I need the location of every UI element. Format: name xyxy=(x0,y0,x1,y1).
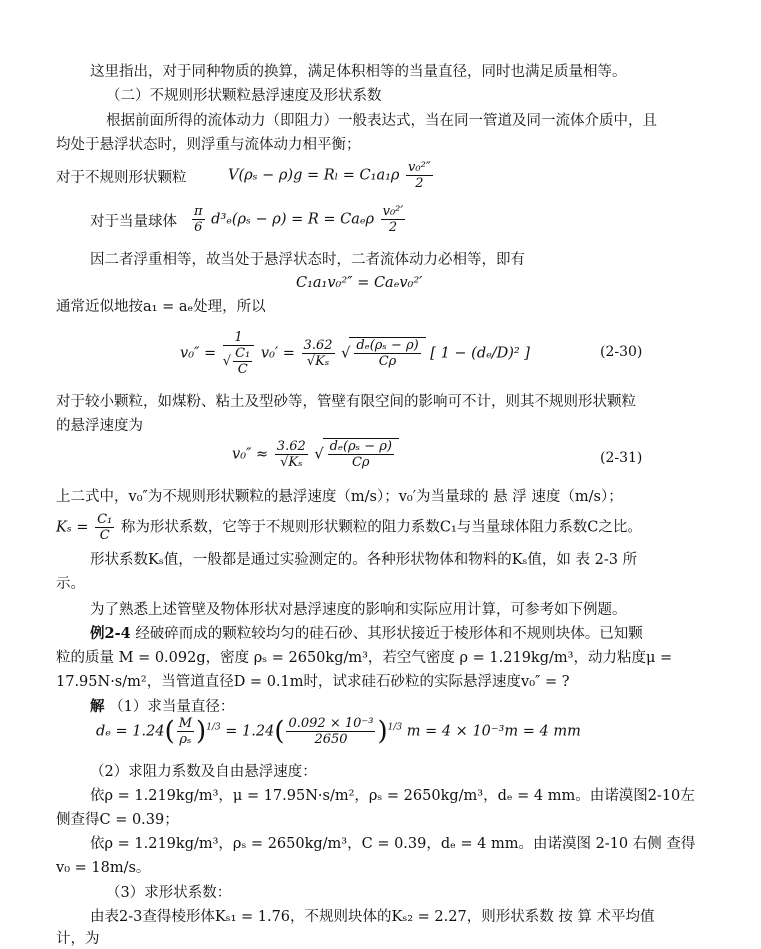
text-line: 依ρ = 1.219kg/m³，μ = 17.95N·s/m²，ρₛ = 2650kg/m³，dₑ = 4 mm。由诺漠图2-10左 xyxy=(90,788,695,804)
text-line xyxy=(90,697,234,717)
paren: ( xyxy=(274,716,285,747)
fraction-denominator: √Kₛ xyxy=(280,455,303,470)
sqrt-sign: √ xyxy=(314,446,324,463)
text-line: 根据前面所得的流体动力（即阻力）一般表达式，当在同一管道及同一流体介质中，且 xyxy=(106,113,657,129)
text-line: 17.95N·s/m²，当管道直径D = 0.1m时，试求硅石砂粒的实际悬浮速度v₀″ = ? xyxy=(56,674,570,690)
fraction-numerator: v₀²″ xyxy=(408,160,431,175)
fraction-numerator: v₀²′ xyxy=(382,204,404,219)
text-line: 的悬浮速度为 xyxy=(56,418,143,434)
equation-part: V(ρₛ − ρ)g = Rₗ = C₁a₁ρ xyxy=(228,167,400,184)
text-line: 依ρ = 1.219kg/m³，ρₛ = 2650kg/m³，C = 0.39，dₑ = 4 mm。由诺漠图 2-10 右侧 查得 xyxy=(90,836,696,852)
text-line: 均处于悬浮状态时，则浮重与流体动力相平衡； xyxy=(56,137,361,153)
text-line: 对于不规则形状颗粒 xyxy=(56,170,187,186)
text-line: 通常近似地按a₁ = aₑ处理，所以 xyxy=(56,299,266,315)
section-heading: （二）不规则形状颗粒悬浮速度及形状系数 xyxy=(106,88,382,104)
text-line: 为了熟悉上述管壁及物体形状对悬浮速度的影响和实际应用计算，可参考如下例题。 xyxy=(90,602,627,618)
text-part: 经破碎而成的颗粒较均匀的硅石砂、其形状接近于棱形体和不规则块体。已知颗 xyxy=(135,626,643,642)
exponent: 1/3 xyxy=(206,722,221,733)
sqrt-sign: √ xyxy=(222,354,232,369)
text-line: 由表2-3查得棱形体Kₛ₁ = 1.76，不规则块体的Kₛ₂ = 2.27，则形状系数 按 算 术平均值 xyxy=(90,909,655,925)
equation-2-30 xyxy=(180,330,530,377)
sqrt-sign: √ xyxy=(341,345,351,362)
fraction-numerator: C₁ xyxy=(235,346,251,361)
solution-label: 解 xyxy=(90,698,105,715)
fraction-numerator: C₁ xyxy=(97,512,113,527)
fraction-denominator: √Kₛ xyxy=(306,354,330,369)
text-line: 对于较小颗粒，如煤粉、粘土及型砂等，管壁有限空间的影响可不计，则其不规则形状颗粒 xyxy=(56,394,636,410)
example-label: 例2-4 xyxy=(90,625,131,642)
fraction-numerator: M xyxy=(178,716,193,731)
fraction-denominator: 2650 xyxy=(314,732,348,747)
equation-part: v₀′ = xyxy=(260,345,295,362)
fraction xyxy=(233,346,252,377)
equation-number: (2-30) xyxy=(600,344,643,360)
fraction xyxy=(328,439,394,470)
fraction-denominator: C xyxy=(99,528,110,543)
text-line: 上二式中，v₀″为不规则形状颗粒的悬浮速度（m/s）；v₀′为当量球的 悬 浮 速度（m/s）； xyxy=(56,489,623,505)
equation-sphere xyxy=(190,204,407,235)
fraction-numerator: 3.62 xyxy=(276,439,306,454)
paren: ) xyxy=(377,716,388,747)
text-line: （3）求形状系数： xyxy=(106,885,232,901)
equation-part: d³ₑ(ρₛ − ρ) = R = Caₑρ xyxy=(211,211,375,228)
fraction xyxy=(177,716,194,747)
text-line: v₀ = 18m/s。 xyxy=(56,860,151,876)
text-line: 这里指出，对于同种物质的换算，满足体积相等的当量直径，同时也满足质量相等。 xyxy=(90,64,627,80)
equation-part: m = 4 × 10⁻³m = 4 mm xyxy=(406,723,581,740)
fraction xyxy=(286,716,375,747)
fraction xyxy=(302,338,335,369)
fraction-numerator: 3.62 xyxy=(303,338,333,353)
paren: ( xyxy=(164,716,175,747)
fraction-denominator: Cρ xyxy=(378,354,397,369)
equation-part: v₀″ ≈ xyxy=(232,446,269,463)
radicand xyxy=(323,438,399,470)
fraction-numerator: dₑ(ρₛ − ρ) xyxy=(356,338,419,353)
text-line: 侧查得C = 0.39； xyxy=(56,812,179,828)
equation-equivalent-diameter xyxy=(96,716,581,756)
equation-irregular xyxy=(228,160,435,191)
exponent: 1/3 xyxy=(387,722,403,733)
text-part: （1）求当量直径： xyxy=(109,699,235,715)
equation-part: = 1.24 xyxy=(225,723,275,740)
equation-part: dₑ = 1.24 xyxy=(96,723,165,740)
text-line: 计，为 xyxy=(56,931,100,947)
equation-part: v₀″ = xyxy=(180,345,217,362)
fraction xyxy=(354,338,420,369)
text-line: 因二者浮重相等，故当处于悬浮状态时，二者流体动力必相等，即有 xyxy=(90,252,525,268)
fraction-denominator xyxy=(223,346,254,377)
text-line: 对于当量球体 xyxy=(90,214,177,230)
text-part: 称为形状系数，它等于不规则形状颗粒的阻力系数C₁与当量球体阻力系数C之比。 xyxy=(120,519,642,536)
fraction-denominator: ρₛ xyxy=(179,732,192,747)
fraction xyxy=(275,439,308,470)
fraction-denominator: C xyxy=(237,362,248,377)
equation-2-31 xyxy=(232,438,399,478)
fraction xyxy=(381,204,406,235)
fraction-numerator: 0.092 × 10⁻³ xyxy=(288,716,374,731)
equation-part: Kₛ = xyxy=(56,519,89,536)
fraction-numerator: π xyxy=(194,204,203,219)
text-line: 示。 xyxy=(56,576,85,592)
fraction xyxy=(223,330,254,377)
text-line: 粒的质量 M = 0.092g，密度 ρₛ = 2650kg/m³，若空气密度 ρ = 1.219kg/m³，动力粘度μ = xyxy=(56,650,673,666)
equation-part: [ 1 − (dₑ/D)² ] xyxy=(430,345,530,362)
text-line xyxy=(90,624,643,644)
fraction-denominator: Cρ xyxy=(351,455,370,470)
fraction-denominator: 6 xyxy=(194,220,203,235)
fraction xyxy=(95,512,114,543)
fraction xyxy=(192,204,205,235)
text-line: （2）求阻力系数及自由悬浮速度： xyxy=(90,764,317,780)
paren: ) xyxy=(196,716,207,747)
fraction-numerator: 1 xyxy=(223,330,254,346)
equation-equal-drag: C₁a₁v₀²″ = Caₑv₀²′ xyxy=(296,275,423,291)
fraction-numerator: dₑ(ρₛ − ρ) xyxy=(329,439,392,454)
fraction xyxy=(406,160,433,191)
fraction-denominator: 2 xyxy=(415,176,424,191)
text-line: 形状系数Kₛ值，一般都是通过实验测定的。各种形状物体和物料的Kₛ值，如 表 2-3 所 xyxy=(90,552,638,568)
fraction-denominator: 2 xyxy=(388,220,398,235)
equation-number: (2-31) xyxy=(600,450,643,466)
text-line xyxy=(56,512,642,543)
radicand xyxy=(349,337,425,369)
